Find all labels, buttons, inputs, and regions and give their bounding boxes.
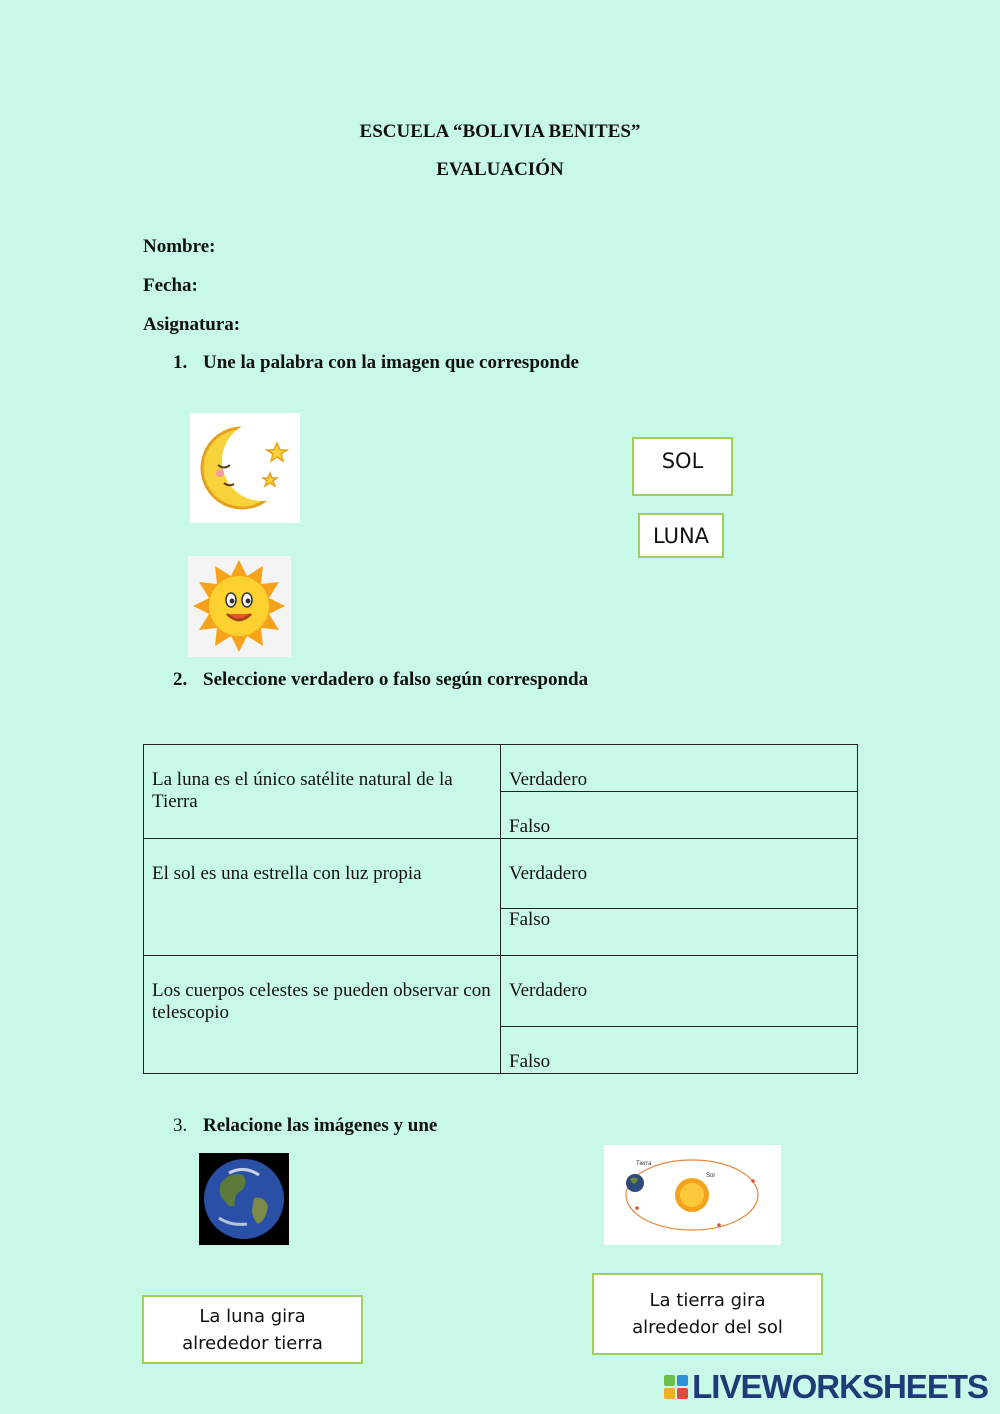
word-card-sol[interactable]: SOL [632,437,733,496]
question-1 [173,352,579,374]
option-true-1[interactable]: Verdadero [501,745,858,792]
moon-image[interactable] [190,413,300,523]
sun-icon [188,556,291,657]
option-true-2[interactable]: Verdadero [501,839,858,909]
liveworksheets-icon [664,1375,688,1399]
question-2-number: 2. [173,669,188,690]
statement-3: Los cuerpos celestes se pueden observar con telescopio [144,956,501,1074]
option-false-1[interactable]: Falso [501,792,858,839]
sun-image[interactable] [188,556,291,657]
table-row [144,745,858,792]
option-true-3[interactable]: Verdadero [501,956,858,1027]
tierra-label: Tierra [636,1161,652,1167]
school-name: ESCUELA “BOLIVIA BENITES” [359,121,641,142]
sol-label: Sol [706,1173,715,1179]
question-1-text: Une la palabra con la imagen que corresponde [203,352,579,373]
liveworksheets-logo [664,1368,988,1406]
question-3-number: 3. [173,1115,188,1136]
moon-icon [190,413,300,523]
statement-2: El sol es una estrella con luz propia [144,839,501,956]
question-1-number: 1. [173,352,188,373]
question-2-text: Seleccione verdadero o falso según corresponda [203,669,589,690]
sentence-card-earth[interactable]: La tierra gira alrededor del sol [592,1273,823,1355]
table-row [144,956,858,1027]
statement-1: La luna es el único satélite natural de la Tierra [144,745,501,839]
orbit-icon [604,1145,781,1245]
option-false-2[interactable]: Falso [501,909,858,956]
date-label: Fecha: [143,275,198,296]
brand-text: LIVEWORKSHEETS [692,1368,988,1405]
page-title: EVALUACIÓN [436,159,564,180]
true-false-table [143,744,858,1074]
name-label: Nombre: [143,236,216,257]
table-row [144,839,858,909]
word-card-luna[interactable]: LUNA [638,513,724,558]
orbit-diagram[interactable] [604,1145,781,1245]
question-3 [173,1115,437,1137]
earth-icon [199,1153,289,1245]
question-2 [173,669,588,691]
subject-label: Asignatura: [143,314,241,335]
sentence-card-moon[interactable]: La luna gira alrededor tierra [142,1295,363,1364]
question-3-text: Relacione las imágenes y une [203,1115,438,1136]
earth-image[interactable] [199,1153,289,1245]
option-false-3[interactable]: Falso [501,1027,858,1074]
